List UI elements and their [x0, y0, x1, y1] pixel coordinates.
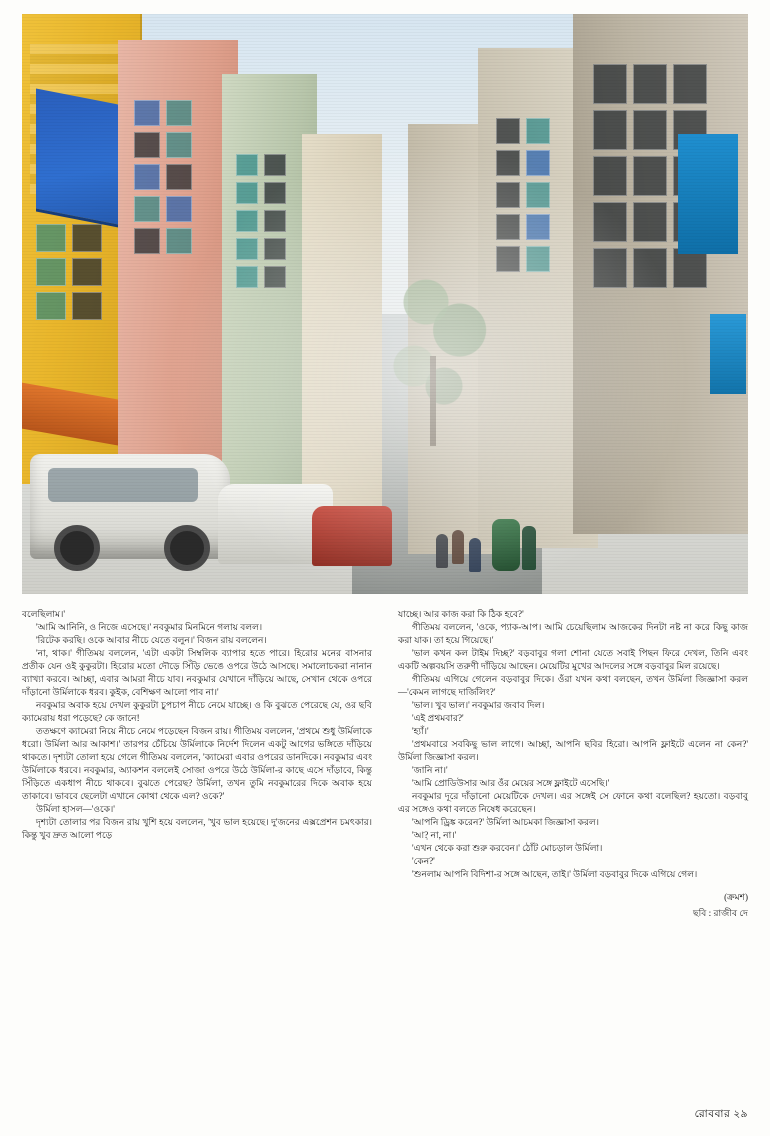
paragraph: নবকুমার অবাক হয়ে দেখল কুকুরটা চুপচাপ নীচে নেমে যাচ্ছে। ও কি বুঝতে পেরেছে যে, ওর ছবি ক্যামেরায় ধরা পড়েছে? কে জানে! [22, 700, 372, 723]
text-column-left [22, 608, 372, 920]
photo-credit: ছবি : রাজীব দে [693, 908, 748, 918]
window [526, 246, 550, 272]
paragraph: 'ভাল। খুব ভাল।' নবকুমার জবাব দিল। [412, 700, 545, 710]
window [166, 164, 192, 190]
window [264, 266, 286, 288]
paragraph: 'ভাল কখন কল টাইম দিচ্ছ?' বড়বাবুর গলা শোনা যেতে সবাই পিছন ফিরে দেখল, তিনি এবং একটি অল্পবয়সি তরুণী দাঁড়িয়ে আছেন। মেয়েটির মুখের আদলের সঙ্গে বড়বাবুর মিল রয়েছে। [398, 648, 748, 671]
paragraph: দৃশ্যটা তোলার পর বিজন রায় খুশি হয়ে বললেন, 'খুব ভাল হয়েছে। দু'জনের এক্সপ্রেশন চমৎকার। কিন্তু খুব দ্রুত আলো পড়ে [22, 817, 372, 840]
window [526, 118, 550, 144]
paragraph: 'আমি প্রোডিউসার আর ওঁর মেয়ের সঙ্গে ফ্লাইটে এসেছি।' [412, 778, 610, 788]
window [496, 150, 520, 176]
window-grid-left-pink [134, 100, 192, 254]
paragraph: যাচ্ছে। আর কাজ করা কি ঠিক হবে?' [398, 609, 524, 619]
continuation-note: (ক্রমশ) [724, 892, 748, 902]
window [593, 110, 627, 150]
paragraph: নবকুমার দূরে দাঁড়ানো মেয়েটিকে দেখল। এর সঙ্গেই সে ফোনে কথা বলেছিল? হয়তো। বড়বাবু এর সঙ্গেও কথা বলতে নিষেধ করেছেন। [398, 791, 748, 814]
window [496, 118, 520, 144]
window [526, 150, 550, 176]
window [496, 214, 520, 240]
building-right-tall [573, 14, 748, 534]
window [236, 154, 258, 176]
window [166, 196, 192, 222]
window [134, 164, 160, 190]
street-tree [378, 246, 498, 446]
window [134, 132, 160, 158]
window [72, 292, 102, 320]
story-body [22, 608, 748, 920]
window [36, 258, 66, 286]
window [496, 182, 520, 208]
paragraph: 'প্রথমবারে সবকিছু ভাল লাগে। আচ্ছা, আপনি ছবির হিরো। আপনি ফ্লাইটে এলেন না কেন?' উর্মিলা জিজ্ঞাসা করল। [398, 739, 748, 762]
paragraph: 'আ়? না, না।' [412, 830, 457, 840]
paragraph: 'না, থাক।' গীতিময় বললেন, 'এটা একটা সিম্বলিক ব্যাপার হতে পারে। হিরোর মনের বাসনার প্রতীক যেন ওই কুকুরটা। হিরোর মতো দৌড়ে সিঁড়ি ভেঙে ওপরে উঠে আসছে। সমালোচকরা নানান ব্যাখ্যা করবে। আচ্ছা, এবার আমরা নীচে যাব। নবকুমার যেখানে দাঁড়িয়ে আছে, সেখান থেকে ওপরে দাঁড়ানো উর্মিলাকে ধরব। কুইক, বেশিক্ষণ আলো পাব না।' [22, 648, 372, 697]
window [264, 182, 286, 204]
window [236, 182, 258, 204]
paragraph: গীতিময় এগিয়ে গেলেন বড়বাবুর দিকে। ওঁরা যখন কথা বলছেন, তখন উর্মিলা জিজ্ঞাসা করল—'কেমন লাগছে দার্জিলিং?' [398, 674, 748, 697]
window [166, 132, 192, 158]
window [264, 154, 286, 176]
building-left-cream [302, 134, 382, 524]
window [166, 228, 192, 254]
paragraph: 'কেন?' [412, 856, 435, 866]
window [593, 202, 627, 242]
window [236, 210, 258, 232]
van-wheel [54, 525, 100, 571]
white-van [30, 454, 230, 559]
paragraph: ততক্ষণে ক্যামেরা নিয়ে নীচে নেমে পড়েছেন বিজন রায়। গীতিময় বললেন, 'প্রথমে শুধু উর্মিলাকে ধরো। উর্মিলা আর আকাশ।' তারপর চেঁচিয়ে উর্মিলাকে নির্দেশ দিলেন একটু আগের ভঙ্গিতে দাঁড়িয়ে থাকতে। দৃশ্যটা তোলা হয়ে গেলে গীতিময় বললেন, 'ক্যামেরা এবার ওপরের ডানদিকে। নবকুমার এবং উর্মিলাকে ধরবে। নবকুমার, অ্যাকশন বললেই সোজা ওপরে উঠে উর্মিলা-র কাছে এসে দাঁড়াবে, কিন্তু সিঁড়িতে একধাপ নীচে থাকবে। বুঝতে পেরেছ? উর্মিলা, তখন তুমি নবকুমারের দিকে অবাক হয়ে তাকাবে। ভাববে ছেলেটা এখানে কোথা থেকে এল? ওকে?' [22, 726, 372, 801]
window [166, 100, 192, 126]
window [134, 196, 160, 222]
window [236, 266, 258, 288]
paragraph: গীতিময় বললেন, 'ওকে, প্যাক-আপ। আমি চেয়েছিলাম আজকের দিনটা নষ্ট না করে কিছু কাজ করা যাক। তা হয়ে গিয়েছে।' [398, 622, 748, 645]
window [633, 64, 667, 104]
paragraph: বলেছিলাম।' [22, 609, 65, 619]
window [134, 100, 160, 126]
window [264, 238, 286, 260]
text-column-right [398, 608, 748, 920]
paragraph: 'রিটেক করছি। ওকে আবার নীচে যেতে বলুন।' বিজন রায় বললেন। [36, 635, 267, 645]
blue-balcony-upper [678, 134, 738, 254]
blue-balcony-lower [710, 314, 746, 394]
pedestrian [469, 538, 481, 572]
paragraph: 'এই প্রথমবার?' [412, 713, 464, 723]
window [72, 224, 102, 252]
paragraph: 'জানি না।' [412, 765, 448, 775]
pedestrian [522, 526, 536, 570]
paragraph: 'আপনি ড্রিঙ্ক করেন?' উর্মিলা আচমকা জিজ্ঞাসা করল। [412, 817, 599, 827]
window [593, 156, 627, 196]
window [134, 228, 160, 254]
window-grid-left-yellow [36, 224, 102, 320]
van-wheel [164, 525, 210, 571]
building-left-pink [118, 40, 238, 510]
window [673, 248, 707, 288]
window [633, 110, 667, 150]
window [526, 182, 550, 208]
page-footer: রোববার ২৯ [694, 1109, 748, 1120]
paragraph: উর্মিলা হাসল—'ওকে।' [36, 804, 115, 814]
paragraph: 'হ্যাঁ।' [412, 726, 429, 736]
window [526, 214, 550, 240]
red-car [312, 506, 392, 566]
green-scooter [492, 519, 520, 571]
window [673, 64, 707, 104]
window [236, 238, 258, 260]
window [633, 248, 667, 288]
window [72, 258, 102, 286]
window [633, 202, 667, 242]
window [36, 224, 66, 252]
street-photograph [22, 14, 748, 594]
window-grid-right-mid [496, 118, 550, 272]
window [496, 246, 520, 272]
window [633, 156, 667, 196]
paragraph: 'শুনলাম আপনি বিদিশা-র সঙ্গে আছেন, তাই।' উর্মিলা বড়বাবুর দিকে এগিয়ে গেল। [412, 869, 698, 879]
window-grid-left-green [236, 154, 286, 288]
window [593, 248, 627, 288]
window [593, 64, 627, 104]
paragraph: 'আমি আনিনি, ও নিজে এসেছে।' নবকুমার মিনমিনে গলায় বলল। [36, 622, 263, 632]
pedestrian [452, 530, 464, 564]
window [264, 210, 286, 232]
window [36, 292, 66, 320]
paragraph: 'এখন থেকে করা শুরু করবেন।' ঠোঁট মোচড়াল উর্মিলা। [412, 843, 603, 853]
pedestrian [436, 534, 448, 568]
